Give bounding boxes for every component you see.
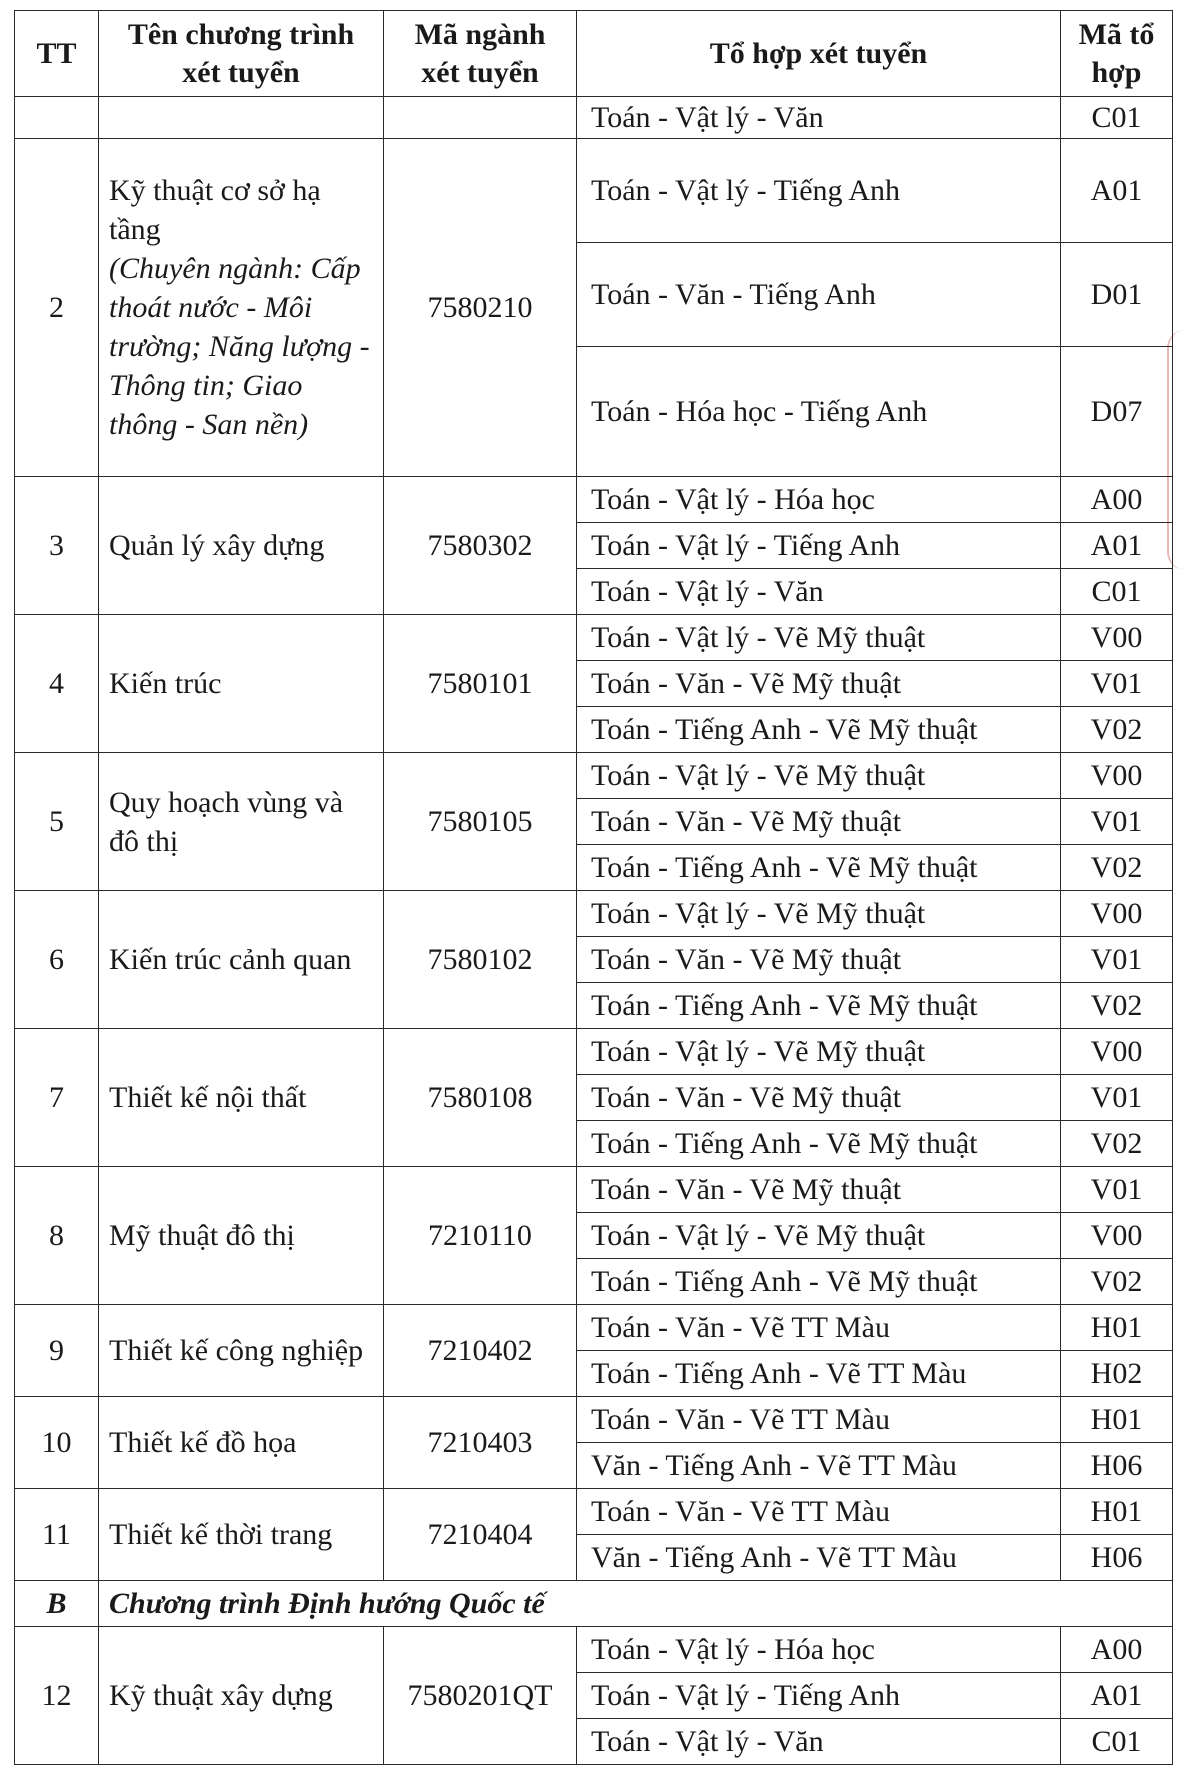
program-name: Kỹ thuật xây dựng xyxy=(99,1627,384,1765)
combination-cell: Toán - Vật lý - Văn xyxy=(577,1719,1061,1765)
combination-code-cell: V01 xyxy=(1061,1167,1173,1213)
combination-code-cell: V00 xyxy=(1061,615,1173,661)
combination-cell: Toán - Vật lý - Hóa học xyxy=(577,477,1061,523)
combination-code-cell: C01 xyxy=(1061,569,1173,615)
combination-cell: Toán - Vật lý - Vẽ Mỹ thuật xyxy=(577,1029,1061,1075)
header-program-name: Tên chương trình xét tuyển xyxy=(99,11,384,97)
major-code: 7580302 xyxy=(384,477,577,615)
major-code: 7580210 xyxy=(384,139,577,477)
combination-cell: Toán - Văn - Vẽ TT Màu xyxy=(577,1489,1061,1535)
combination-cell: Toán - Tiếng Anh - Vẽ TT Màu xyxy=(577,1351,1061,1397)
combination-code-cell: V02 xyxy=(1061,1259,1173,1305)
header-row xyxy=(15,11,1173,97)
combination-code-cell: V01 xyxy=(1061,799,1173,845)
header-combination-code: Mã tổ hợp xyxy=(1061,11,1173,97)
combination-cell: Toán - Vật lý - Vẽ Mỹ thuật xyxy=(577,891,1061,937)
major-code: 7580108 xyxy=(384,1029,577,1167)
program-name: Thiết kế công nghiệp xyxy=(99,1305,384,1397)
combination-code-cell: A01 xyxy=(1061,1673,1173,1719)
header-combination: Tổ hợp xét tuyển xyxy=(577,11,1061,97)
program-name: Quy hoạch vùng và đô thị xyxy=(99,753,384,891)
row-number: 11 xyxy=(15,1489,99,1581)
table-row xyxy=(15,1305,1173,1351)
combination-cell: Toán - Vật lý - Vẽ Mỹ thuật xyxy=(577,615,1061,661)
combination-code-cell: V00 xyxy=(1061,753,1173,799)
combination-cell: Toán - Vật lý - Vẽ Mỹ thuật xyxy=(577,753,1061,799)
combination-code-cell: H01 xyxy=(1061,1489,1173,1535)
table-row xyxy=(15,1489,1173,1535)
combination-cell: Toán - Vật lý - Hóa học xyxy=(577,1627,1061,1673)
combination-code-cell: C01 xyxy=(1061,97,1173,139)
row-number: 5 xyxy=(15,753,99,891)
row-number: 7 xyxy=(15,1029,99,1167)
combination-cell: Toán - Vật lý - Tiếng Anh xyxy=(577,523,1061,569)
admission-table xyxy=(14,10,1173,1765)
continuation-row xyxy=(15,97,1173,139)
combination-code-cell: H06 xyxy=(1061,1535,1173,1581)
combination-cell: Toán - Tiếng Anh - Vẽ Mỹ thuật xyxy=(577,845,1061,891)
table-row xyxy=(15,1029,1173,1075)
combination-code-cell: D07 xyxy=(1061,347,1173,477)
section-row xyxy=(15,1581,1173,1627)
combination-code-cell: V02 xyxy=(1061,707,1173,753)
table-row xyxy=(15,891,1173,937)
combination-cell: Toán - Văn - Vẽ Mỹ thuật xyxy=(577,799,1061,845)
row-number: 6 xyxy=(15,891,99,1029)
table-row xyxy=(15,139,1173,243)
combination-cell: Toán - Văn - Vẽ TT Màu xyxy=(577,1305,1061,1351)
combination-code-cell: V01 xyxy=(1061,661,1173,707)
program-name: Mỹ thuật đô thị xyxy=(99,1167,384,1305)
combination-code-cell: H01 xyxy=(1061,1305,1173,1351)
combination-code-cell: A00 xyxy=(1061,1627,1173,1673)
row-number: 12 xyxy=(15,1627,99,1765)
combination-code-cell: H02 xyxy=(1061,1351,1173,1397)
combination-code-cell: V00 xyxy=(1061,1029,1173,1075)
program-name: Quản lý xây dựng xyxy=(99,477,384,615)
combination-cell: Toán - Vật lý - Tiếng Anh xyxy=(577,139,1061,243)
combination-code-cell: C01 xyxy=(1061,1719,1173,1765)
combination-cell: Toán - Văn - Vẽ Mỹ thuật xyxy=(577,1167,1061,1213)
row-number: 2 xyxy=(15,139,99,477)
major-code: 7580102 xyxy=(384,891,577,1029)
combination-cell: Toán - Văn - Vẽ Mỹ thuật xyxy=(577,937,1061,983)
combination-cell: Văn - Tiếng Anh - Vẽ TT Màu xyxy=(577,1535,1061,1581)
program-name: Kiến trúc cảnh quan xyxy=(99,891,384,1029)
combination-code-cell: V02 xyxy=(1061,845,1173,891)
combination-cell: Toán - Vật lý - Văn xyxy=(577,569,1061,615)
combination-code-cell: A01 xyxy=(1061,139,1173,243)
row-number: 10 xyxy=(15,1397,99,1489)
combination-cell: Toán - Văn - Vẽ Mỹ thuật xyxy=(577,661,1061,707)
major-code: 7210402 xyxy=(384,1305,577,1397)
combination-code-cell: V01 xyxy=(1061,937,1173,983)
section-title: Chương trình Định hướng Quốc tế xyxy=(99,1581,1173,1627)
combination-code-cell: V00 xyxy=(1061,1213,1173,1259)
row-number: 9 xyxy=(15,1305,99,1397)
combination-code-cell: V02 xyxy=(1061,983,1173,1029)
header-tt: TT xyxy=(15,11,99,97)
table-row xyxy=(15,1627,1173,1673)
combination-code-cell: V02 xyxy=(1061,1121,1173,1167)
major-code: 7580105 xyxy=(384,753,577,891)
table-row xyxy=(15,615,1173,661)
row-number: 4 xyxy=(15,615,99,753)
program-title: Kỹ thuật cơ sở hạ tầng xyxy=(109,174,321,246)
program-name: Thiết kế nội thất xyxy=(99,1029,384,1167)
combination-code-cell: D01 xyxy=(1061,243,1173,347)
combination-code-cell: H06 xyxy=(1061,1443,1173,1489)
combination-cell: Toán - Tiếng Anh - Vẽ Mỹ thuật xyxy=(577,1121,1061,1167)
row-number: 3 xyxy=(15,477,99,615)
combination-cell: Toán - Vật lý - Tiếng Anh xyxy=(577,1673,1061,1719)
program-specializations: (Chuyên ngành: Cấp thoát nước - Môi trường; Năng lượng - Thông tin; Giao thông - San nền) xyxy=(109,252,370,441)
program-name xyxy=(99,139,384,477)
section-letter: B xyxy=(15,1581,99,1627)
combination-code-cell: V01 xyxy=(1061,1075,1173,1121)
combination-cell: Toán - Vật lý - Vẽ Mỹ thuật xyxy=(577,1213,1061,1259)
combination-cell: Văn - Tiếng Anh - Vẽ TT Màu xyxy=(577,1443,1061,1489)
table-row xyxy=(15,753,1173,799)
row-number: 8 xyxy=(15,1167,99,1305)
combination-code-cell: A01 xyxy=(1061,523,1173,569)
table-row xyxy=(15,1397,1173,1443)
combination-cell: Toán - Văn - Vẽ Mỹ thuật xyxy=(577,1075,1061,1121)
program-name: Kiến trúc xyxy=(99,615,384,753)
combination-cell: Toán - Hóa học - Tiếng Anh xyxy=(577,347,1061,477)
major-code: 7210403 xyxy=(384,1397,577,1489)
program-name: Thiết kế đồ họa xyxy=(99,1397,384,1489)
combination-cell: Toán - Vật lý - Văn xyxy=(577,97,1061,139)
major-code: 7580101 xyxy=(384,615,577,753)
program-name: Thiết kế thời trang xyxy=(99,1489,384,1581)
table-row xyxy=(15,1167,1173,1213)
combination-cell: Toán - Văn - Tiếng Anh xyxy=(577,243,1061,347)
combination-cell: Toán - Tiếng Anh - Vẽ Mỹ thuật xyxy=(577,1259,1061,1305)
combination-code-cell: A00 xyxy=(1061,477,1173,523)
major-code: 7210404 xyxy=(384,1489,577,1581)
combination-code-cell: V00 xyxy=(1061,891,1173,937)
header-major-code: Mã ngành xét tuyển xyxy=(384,11,577,97)
combination-cell: Toán - Tiếng Anh - Vẽ Mỹ thuật xyxy=(577,983,1061,1029)
major-code: 7210110 xyxy=(384,1167,577,1305)
major-code: 7580201QT xyxy=(384,1627,577,1765)
combination-cell: Toán - Văn - Vẽ TT Màu xyxy=(577,1397,1061,1443)
combination-cell: Toán - Tiếng Anh - Vẽ Mỹ thuật xyxy=(577,707,1061,753)
combination-code-cell: H01 xyxy=(1061,1397,1173,1443)
table-row xyxy=(15,477,1173,523)
